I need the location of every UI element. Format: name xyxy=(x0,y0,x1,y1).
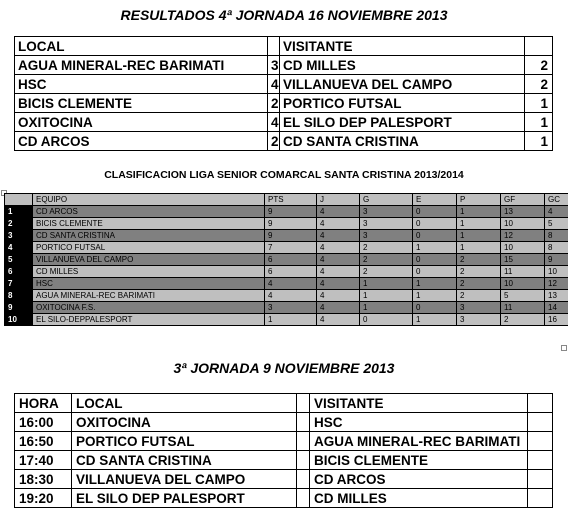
standings-header-pos xyxy=(5,194,33,206)
standings-j: 4 xyxy=(317,278,360,290)
schedule-header-row xyxy=(15,394,553,413)
standings-header-pts: PTS xyxy=(265,194,317,206)
standings-pts: 1 xyxy=(265,314,317,326)
standings-g: 3 xyxy=(360,206,413,218)
schedule-header-blank2 xyxy=(528,394,553,413)
schedule-away-team: BICIS CLEMENTE xyxy=(310,451,528,470)
results-header-row xyxy=(15,37,553,56)
schedule-blank xyxy=(297,413,310,432)
standings-pts: 9 xyxy=(265,230,317,242)
standings-e: 0 xyxy=(413,218,457,230)
standings-row xyxy=(5,254,568,266)
results-away-team: CD SANTA CRISTINA xyxy=(280,132,525,151)
standings-gf: 2 xyxy=(501,314,545,326)
standings-position: 2 xyxy=(5,218,33,230)
standings-row xyxy=(5,290,568,302)
results-home-team: AGUA MINERAL-REC BARIMATI xyxy=(15,56,268,75)
standings-gf: 15 xyxy=(501,254,545,266)
standings-e: 1 xyxy=(413,314,457,326)
standings-j: 4 xyxy=(317,266,360,278)
standings-row xyxy=(5,278,568,290)
schedule-away-team: HSC xyxy=(310,413,528,432)
standings-team: HSC xyxy=(33,278,265,290)
standings-gf: 11 xyxy=(501,266,545,278)
results-away-team: EL SILO DEP PALESPORT xyxy=(280,113,525,132)
schedule-time: 17:40 xyxy=(15,451,72,470)
schedule-blank xyxy=(297,451,310,470)
standings-j: 4 xyxy=(317,314,360,326)
results-home-goals: 2 xyxy=(268,132,280,151)
standings-header-p: P xyxy=(457,194,501,206)
schedule-blank2 xyxy=(528,432,553,451)
standings-gc: 8 xyxy=(545,242,568,254)
results-header-blank xyxy=(268,37,280,56)
standings-gc: 12 xyxy=(545,278,568,290)
standings-row xyxy=(5,266,568,278)
standings-header-e: E xyxy=(413,194,457,206)
standings-gc: 9 xyxy=(545,254,568,266)
standings-team: EL SILO-DEPPALESPORT xyxy=(33,314,265,326)
standings-header-g: G xyxy=(360,194,413,206)
standings-j: 4 xyxy=(317,206,360,218)
schedule-home-team: PORTICO FUTSAL xyxy=(72,432,297,451)
schedule-home-team: EL SILO DEP PALESPORT xyxy=(72,489,297,508)
standings-pts: 7 xyxy=(265,242,317,254)
standings-pts: 4 xyxy=(265,278,317,290)
standings-g: 2 xyxy=(360,242,413,254)
standings-g: 2 xyxy=(360,254,413,266)
standings-gc: 13 xyxy=(545,290,568,302)
standings-p: 1 xyxy=(457,242,501,254)
standings-j: 4 xyxy=(317,302,360,314)
standings-gf: 5 xyxy=(501,290,545,302)
results-home-goals: 3 xyxy=(268,56,280,75)
standings-position: 7 xyxy=(5,278,33,290)
results-row xyxy=(15,75,553,94)
standings-e: 0 xyxy=(413,230,457,242)
schedule-table xyxy=(14,393,553,508)
standings-row xyxy=(5,314,568,326)
standings-position: 3 xyxy=(5,230,33,242)
standings-position: 1 xyxy=(5,206,33,218)
schedule-header-away: VISITANTE xyxy=(310,394,528,413)
results-away-goals: 2 xyxy=(525,56,553,75)
schedule-away-team: CD ARCOS xyxy=(310,470,528,489)
schedule-blank xyxy=(297,432,310,451)
standings-gf: 10 xyxy=(501,278,545,290)
standings-p: 3 xyxy=(457,314,501,326)
schedule-away-team: CD MILLES xyxy=(310,489,528,508)
standings-g: 2 xyxy=(360,266,413,278)
results-header-blank2 xyxy=(525,37,553,56)
schedule-home-team: OXITOCINA xyxy=(72,413,297,432)
standings-header-gc: GC xyxy=(545,194,568,206)
standings-team: BICIS CLEMENTE xyxy=(33,218,265,230)
schedule-header-home: LOCAL xyxy=(72,394,297,413)
standings-g: 0 xyxy=(360,314,413,326)
standings-row xyxy=(5,242,568,254)
schedule-row xyxy=(15,451,553,470)
standings-j: 4 xyxy=(317,242,360,254)
standings-gf: 12 xyxy=(501,230,545,242)
results-row xyxy=(15,113,553,132)
standings-row xyxy=(5,302,568,314)
schedule-time: 16:50 xyxy=(15,432,72,451)
schedule-blank xyxy=(297,470,310,489)
standings-position: 8 xyxy=(5,290,33,302)
schedule-row xyxy=(15,432,553,451)
standings-e: 1 xyxy=(413,278,457,290)
results-away-team: CD MILLES xyxy=(280,56,525,75)
standings-j: 4 xyxy=(317,230,360,242)
results-home-team: CD ARCOS xyxy=(15,132,268,151)
standings-p: 3 xyxy=(457,302,501,314)
standings-row xyxy=(5,206,568,218)
results-away-goals: 2 xyxy=(525,75,553,94)
standings-g: 1 xyxy=(360,278,413,290)
standings-e: 0 xyxy=(413,254,457,266)
results-away-goals: 1 xyxy=(525,132,553,151)
standings-e: 1 xyxy=(413,242,457,254)
standings-title: CLASIFICACION LIGA SENIOR COMARCAL SANTA CRISTINA 2013/2014 xyxy=(104,169,464,181)
results-row xyxy=(15,56,553,75)
schedule-blank2 xyxy=(528,489,553,508)
standings-gc: 10 xyxy=(545,266,568,278)
standings-pts: 6 xyxy=(265,254,317,266)
standings-team: CD ARCOS xyxy=(33,206,265,218)
standings-e: 1 xyxy=(413,290,457,302)
standings-p: 2 xyxy=(457,278,501,290)
results-home-goals: 4 xyxy=(268,113,280,132)
standings-p: 1 xyxy=(457,218,501,230)
standings-p: 2 xyxy=(457,254,501,266)
schedule-row xyxy=(15,413,553,432)
results-header-home: LOCAL xyxy=(15,37,268,56)
standings-g: 3 xyxy=(360,218,413,230)
results-row xyxy=(15,94,553,113)
results-row xyxy=(15,132,553,151)
standings-pts: 9 xyxy=(265,206,317,218)
standings-row xyxy=(5,218,568,230)
schedule-header-blank xyxy=(297,394,310,413)
schedule-title: 3ª JORNADA 9 NOVIEMBRE 2013 xyxy=(173,360,395,376)
standings-team: CD SANTA CRISTINA xyxy=(33,230,265,242)
standings-g: 1 xyxy=(360,290,413,302)
standings-gf: 10 xyxy=(501,218,545,230)
schedule-time: 16:00 xyxy=(15,413,72,432)
standings-pts: 9 xyxy=(265,218,317,230)
standings-team: CD MILLES xyxy=(33,266,265,278)
standings-g: 3 xyxy=(360,230,413,242)
standings-p: 2 xyxy=(457,266,501,278)
results-home-team: BICIS CLEMENTE xyxy=(15,94,268,113)
results-header-away: VISITANTE xyxy=(280,37,525,56)
standings-gc: 14 xyxy=(545,302,568,314)
schedule-blank2 xyxy=(528,413,553,432)
results-title: RESULTADOS 4ª JORNADA 16 NOVIEMBRE 2013 xyxy=(120,7,448,23)
standings-j: 4 xyxy=(317,218,360,230)
standings-gc: 4 xyxy=(545,206,568,218)
standings-gf: 11 xyxy=(501,302,545,314)
standings-position: 4 xyxy=(5,242,33,254)
standings-p: 2 xyxy=(457,290,501,302)
standings-position: 10 xyxy=(5,314,33,326)
standings-gc: 5 xyxy=(545,218,568,230)
standings-j: 4 xyxy=(317,290,360,302)
results-away-team: PORTICO FUTSAL xyxy=(280,94,525,113)
standings-pts: 3 xyxy=(265,302,317,314)
results-home-goals: 4 xyxy=(268,75,280,94)
schedule-home-team: CD SANTA CRISTINA xyxy=(72,451,297,470)
standings-row xyxy=(5,230,568,242)
standings-pts: 4 xyxy=(265,290,317,302)
standings-header-row xyxy=(5,194,568,206)
standings-position: 9 xyxy=(5,302,33,314)
standings-e: 0 xyxy=(413,302,457,314)
table-resize-handle-bottom xyxy=(561,345,567,351)
standings-e: 0 xyxy=(413,266,457,278)
schedule-blank xyxy=(297,489,310,508)
standings-gc: 8 xyxy=(545,230,568,242)
results-away-team: VILLANUEVA DEL CAMPO xyxy=(280,75,525,94)
standings-team: VILLANUEVA DEL CAMPO xyxy=(33,254,265,266)
standings-header-j: J xyxy=(317,194,360,206)
schedule-time: 18:30 xyxy=(15,470,72,489)
standings-p: 1 xyxy=(457,206,501,218)
results-away-goals: 1 xyxy=(525,94,553,113)
results-home-team: OXITOCINA xyxy=(15,113,268,132)
standings-gc: 16 xyxy=(545,314,568,326)
schedule-header-time: HORA xyxy=(15,394,72,413)
standings-pts: 6 xyxy=(265,266,317,278)
schedule-away-team: AGUA MINERAL-REC BARIMATI xyxy=(310,432,528,451)
standings-g: 1 xyxy=(360,302,413,314)
standings-team: PORTICO FUTSAL xyxy=(33,242,265,254)
results-table xyxy=(14,36,553,151)
results-away-goals: 1 xyxy=(525,113,553,132)
standings-j: 4 xyxy=(317,254,360,266)
standings-team: AGUA MINERAL-REC BARIMATI xyxy=(33,290,265,302)
standings-header-gf: GF xyxy=(501,194,545,206)
schedule-home-team: VILLANUEVA DEL CAMPO xyxy=(72,470,297,489)
standings-header-equipo: EQUIPO xyxy=(33,194,265,206)
schedule-blank2 xyxy=(528,470,553,489)
schedule-blank2 xyxy=(528,451,553,470)
standings-e: 0 xyxy=(413,206,457,218)
standings-team: OXITOCINA F.S. xyxy=(33,302,265,314)
results-home-goals: 2 xyxy=(268,94,280,113)
schedule-row xyxy=(15,489,553,508)
standings-p: 1 xyxy=(457,230,501,242)
standings-table xyxy=(4,193,568,326)
schedule-row xyxy=(15,470,553,489)
standings-gf: 10 xyxy=(501,242,545,254)
standings-position: 5 xyxy=(5,254,33,266)
standings-gf: 13 xyxy=(501,206,545,218)
results-home-team: HSC xyxy=(15,75,268,94)
schedule-time: 19:20 xyxy=(15,489,72,508)
standings-position: 6 xyxy=(5,266,33,278)
